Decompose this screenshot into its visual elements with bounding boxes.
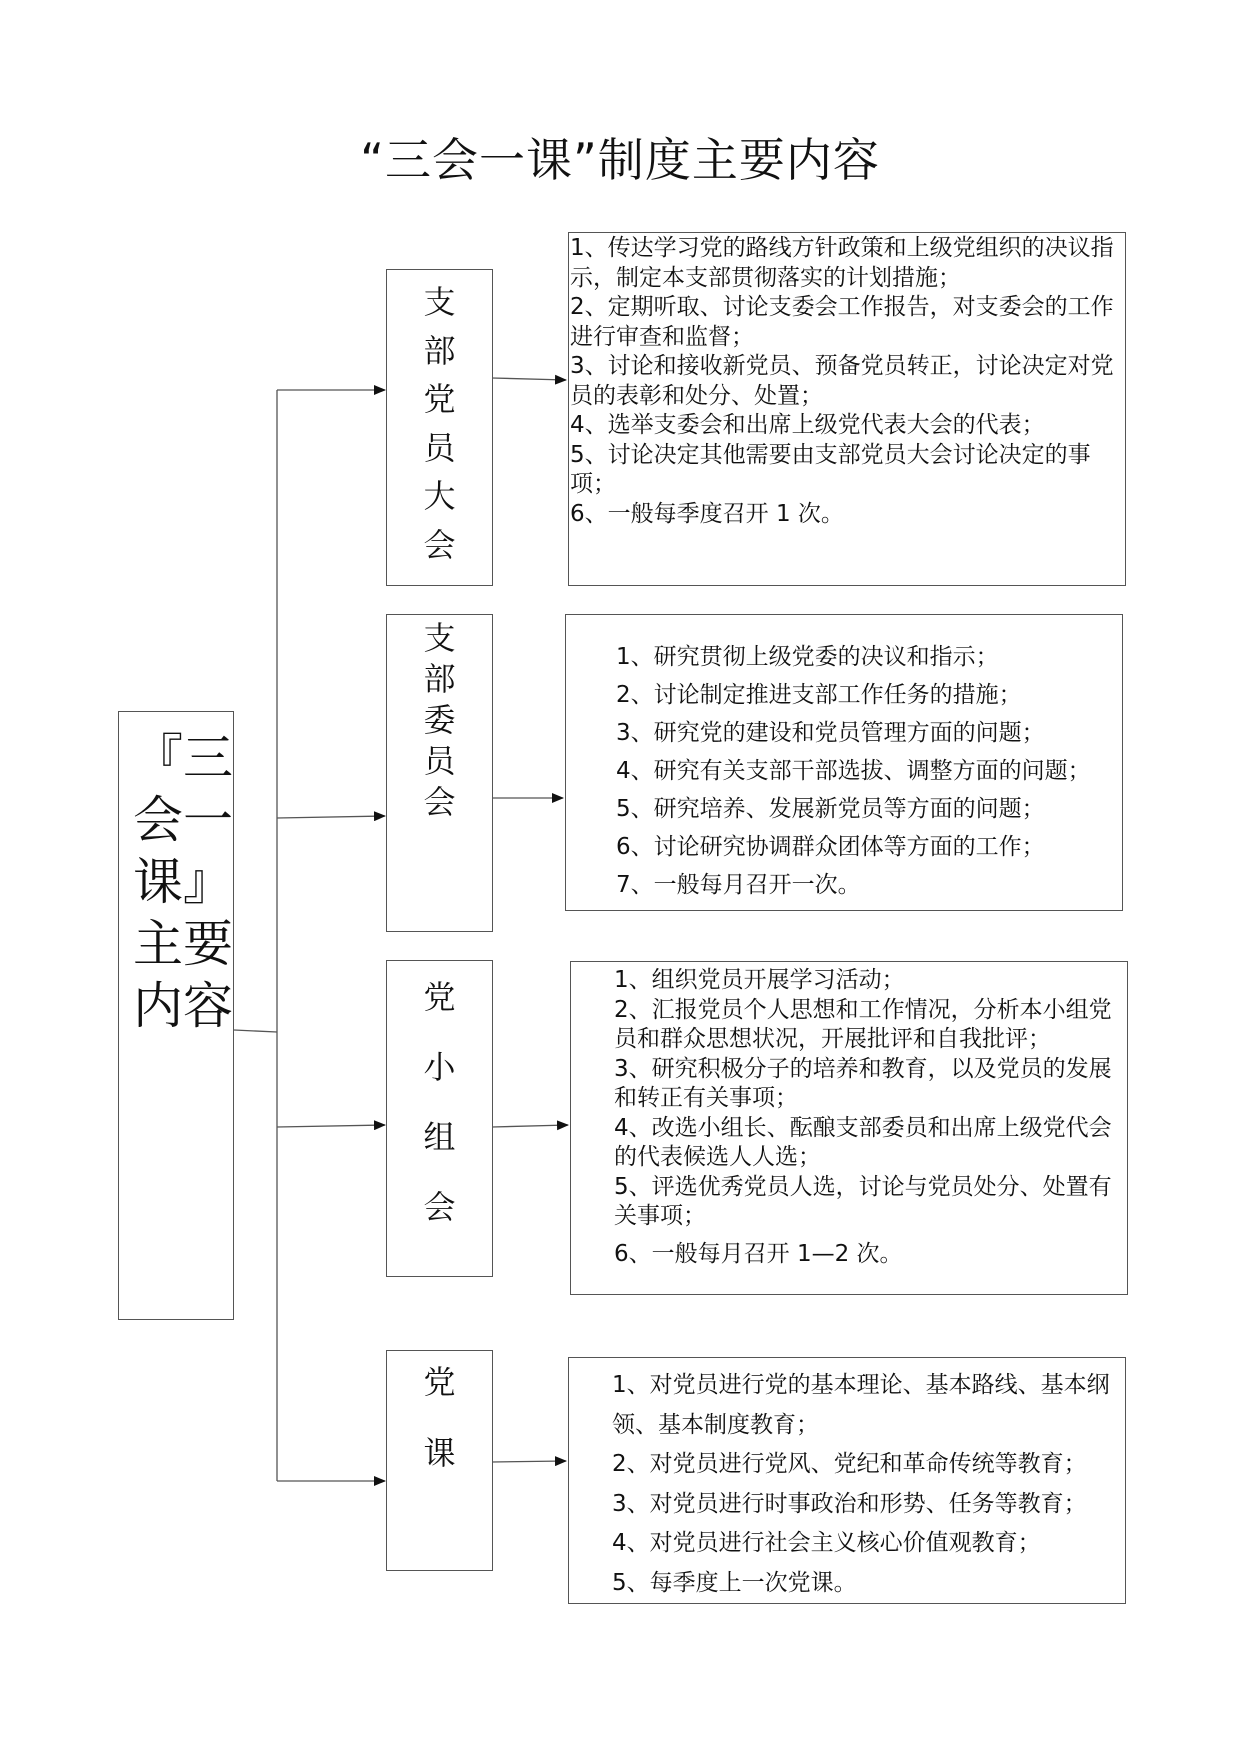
root-label (128, 727, 238, 1037)
meeting-label-party-class (386, 1347, 493, 1489)
list-item: 2、汇报党员个人思想和工作情况，分析本小组党员和群众思想状况，开展批评和自我批评； (614, 996, 1112, 1052)
detail-list-branch-committee (576, 638, 1116, 904)
meeting-label-char: 部 (423, 660, 456, 698)
list-item: 1、组织党员开展学习活动； (614, 967, 905, 993)
list-item: 3、研究党的建设和党员管理方面的问题； (616, 720, 1045, 746)
list-item: 6、讨论研究协调群众团体等方面的工作； (616, 834, 1045, 860)
meeting-label-char: 组 (423, 1118, 456, 1156)
meeting-label-branch-committee (386, 618, 493, 823)
root-label-line: 『三 (133, 729, 233, 787)
branch-arrow-3 (277, 1125, 385, 1127)
list-item: 5、每季度上一次党课。 (612, 1569, 857, 1596)
root-label-line: 主要 (133, 915, 233, 973)
list-item: 6、一般每季度召开 1 次。 (570, 500, 844, 527)
meeting-label-char: 会 (423, 1188, 456, 1226)
list-item: 2、对党员进行党风、党纪和革命传统等教育； (612, 1451, 1087, 1477)
meeting-label-party-group (386, 962, 493, 1242)
detail-list-party-group (574, 966, 1130, 1269)
meeting-label-char: 员 (423, 428, 456, 467)
meeting-label-char: 党 (423, 978, 456, 1016)
detail-arrow-4 (492, 1461, 566, 1462)
meeting-label-char: 支 (423, 619, 456, 657)
meeting-label-char: 支 (423, 283, 456, 321)
list-item: 3、研究积极分子的培养和教育，以及党员的发展和转正有关事项； (614, 1055, 1112, 1111)
root-label-line: 课』 (133, 853, 233, 911)
meeting-label-char: 大 (423, 477, 456, 515)
list-item: 5、研究培养、发展新党员等方面的问题； (616, 796, 1045, 822)
list-item: 3、讨论和接收新党员、预备党员转正，讨论决定对党员的表彰和处分、处置； (570, 353, 1114, 409)
list-item: 4、选举支委会和出席上级党代表大会的代表； (570, 412, 1045, 438)
meeting-label-party-member-assembly (386, 278, 493, 569)
list-item: 2、讨论制定推进支部工作任务的措施； (616, 682, 1022, 708)
meeting-label-char: 员 (423, 742, 456, 780)
meeting-label-char: 部 (423, 331, 456, 370)
page-title: “三会一课”制度主要内容 (360, 133, 880, 187)
meeting-label-char: 课 (423, 1434, 456, 1472)
meeting-label-char: 委 (423, 701, 456, 739)
meeting-label-char: 小 (423, 1048, 456, 1086)
detail-list-party-class (572, 1366, 1128, 1603)
list-item: 4、研究有关支部干部选拔、调整方面的问题； (616, 758, 1091, 784)
branch-arrow-2 (277, 816, 385, 818)
list-item: 3、对党员进行时事政治和形势、任务等教育； (612, 1490, 1087, 1517)
detail-arrow-1 (492, 378, 566, 380)
list-item: 1、研究贯彻上级党委的决议和指示； (616, 644, 999, 670)
meeting-label-char: 会 (423, 525, 456, 564)
detail-arrow-3 (492, 1125, 568, 1127)
list-item: 7、一般每月召开一次。 (616, 872, 861, 898)
list-item: 5、讨论决定其他需要由支部党员大会讨论决定的事项； (570, 441, 1091, 497)
meeting-label-char: 会 (423, 783, 456, 821)
meeting-label-char: 党 (423, 380, 456, 418)
detail-list-party-member-assembly (570, 234, 1126, 529)
list-item: 2、定期听取、讨论支委会工作报告，对支委会的工作进行审查和监督； (570, 294, 1114, 350)
list-item: 6、一般每月召开 1—2 次。 (614, 1240, 903, 1267)
list-item: 5、评选优秀党员人选，讨论与党员处分、处置有关事项； (614, 1173, 1112, 1229)
list-item: 1、对党员进行党的基本理论、基本路线、基本纲领、基本制度教育； (612, 1372, 1110, 1438)
list-item: 4、改选小组长、酝酿支部委员和出席上级党代会的代表候选人人选； (614, 1114, 1112, 1170)
list-item: 1、传达学习党的路线方针政策和上级党组织的决议指示，制定本支部贯彻落实的计划措施； (570, 235, 1114, 291)
root-label-line: 会一 (133, 791, 233, 849)
root-stub-line (234, 1030, 277, 1032)
root-label-line: 内容 (133, 977, 233, 1035)
meeting-label-char: 党 (423, 1363, 456, 1401)
list-item: 4、对党员进行社会主义核心价值观教育； (612, 1530, 1041, 1556)
